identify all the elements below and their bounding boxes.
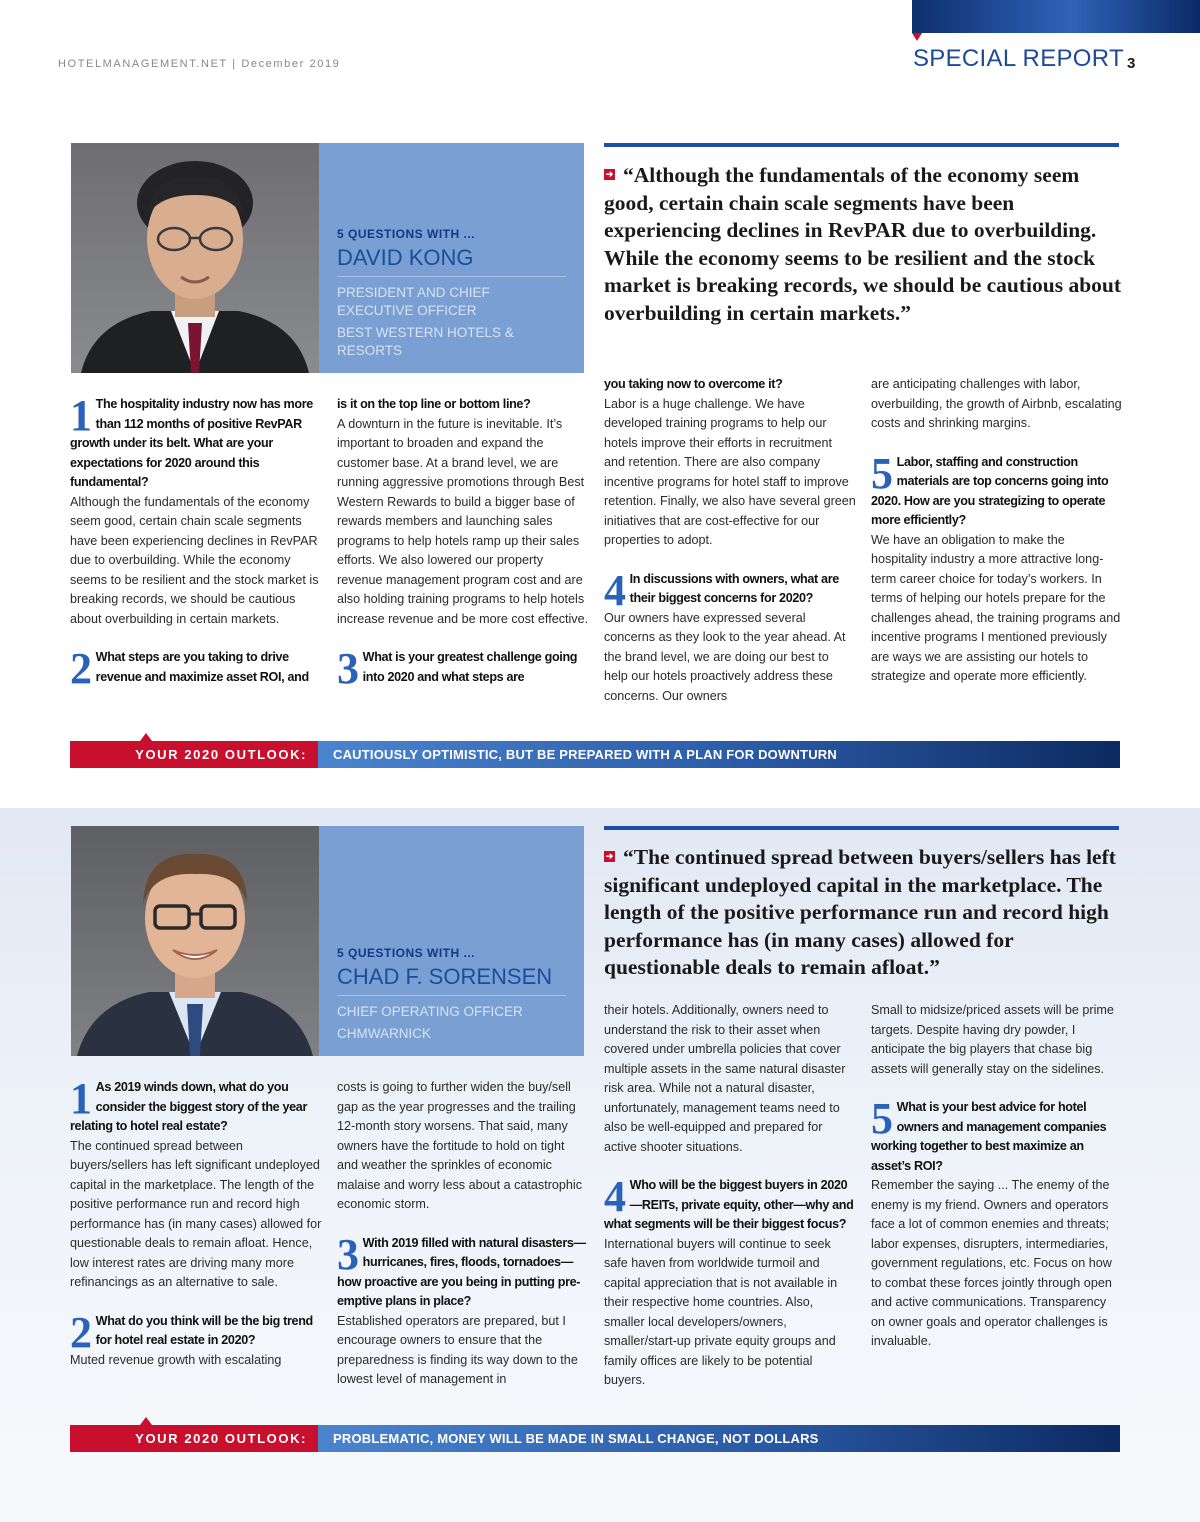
answer-text: We have an obligation to make the hospitality industry a more attractive long-term career choice for today’s workers. In terms of helping our hotels prepare for the challenges ahead, the training programs and incentive programs I mentioned previously are ways we are assisting our hotels to strategize and operate more efficiently. — [871, 532, 1121, 683]
pull-quote — [604, 162, 1124, 327]
question-text: Who will be the biggest buyers in 2020—REITs, private equity, other—why and what segments will be their biggest focus? — [604, 1178, 854, 1231]
answer-text: Established operators are prepared, but I encourage owners to ensure that the preparedness is finding its way down to the lowest level of management in — [337, 1313, 578, 1386]
interviewee-company: CHMWARNICK — [337, 1026, 431, 1041]
arrow-icon: ➔ — [605, 168, 614, 179]
answer-text: costs is going to further widen the buy/sell gap as the year progresses and the trailing 12-month story worsens. That said, many owners have the fortitude to hold on tight and weather the sprinkles of economic malaise and worry less about a catastrophic economic storm. — [337, 1080, 583, 1211]
pull-quote-text: “The continued spread between buyers/sellers has left significant undeployed capital in the marketplace. The length of the positive performance run and record high performance has (in many cases) allowed for questionable deals to remain afloat.” — [604, 845, 1116, 979]
question-number: 5 — [871, 1094, 893, 1143]
interviewee-name: DAVID KONG — [337, 245, 566, 277]
answer-text: Remember the saying ... The enemy of the enemy is my friend. Owners and operators face a lot of common enemies and threats; labor expenses, disrupters, intermediaries, government regulations, etc. Focus on how to combat these forces jointly through open and active communications. Transparency on owner goals and operator challenges is invaluable. — [871, 1178, 1112, 1348]
question-number: 3 — [337, 1229, 359, 1279]
sorensen-outlook-banner — [70, 1425, 1120, 1452]
kong-column-1 — [70, 391, 322, 693]
kong-photo — [71, 143, 319, 373]
five-questions-label: 5 QUESTIONS WITH ... — [337, 227, 476, 241]
sorensen-column-1 — [70, 1074, 322, 1370]
question-text: you taking now to overcome it? — [604, 377, 783, 391]
answer-text: Our owners have expressed several concerns as they look to the year ahead. At the brand level, we are doing our best to help our hotels proactively address these concerns. Our owners — [604, 610, 846, 703]
quote-rule — [604, 143, 1119, 147]
interviewee-title: CHIEF OPERATING OFFICER — [337, 1004, 523, 1019]
question-text: What steps are you taking to drive revenue and maximize asset ROI, and — [95, 650, 309, 684]
interviewee-company: BEST WESTERN HOTELS & RESORTS — [337, 325, 514, 358]
answer-text: are anticipating challenges with labor, overbuilding, the growth of Airbnb, escalating costs and shrinking margins. — [871, 377, 1122, 430]
page-number: 3 — [1127, 55, 1136, 72]
answer-text: Labor is a huge challenge. We have developed training programs to help our hotels improve their efforts in recruitment and retention. There are also company incentive programs for hotel staff to improve retention. Finally, we also have several green initiatives that are cost-effective for our properties to adopt. — [604, 396, 856, 547]
arrow-icon: ➔ — [605, 850, 614, 861]
interviewee-title: PRESIDENT AND CHIEF EXECUTIVE OFFICER — [337, 285, 490, 318]
question-text: What do you think will be the big trend for hotel real estate in 2020? — [95, 1313, 313, 1347]
quote-rule — [604, 826, 1119, 830]
question-text: As 2019 winds down, what do you consider the biggest story of the year relating to hotel real estate? — [70, 1080, 307, 1133]
question-text: The hospitality industry now has more than 112 months of positive RevPAR growth under its belt. What are your expectations for 2020 around this fundamental? — [70, 397, 313, 489]
question-text: is it on the top line or bottom line? — [337, 397, 531, 411]
outlook-text: PROBLEMATIC, MONEY WILL BE MADE IN SMALL CHANGE, NOT DOLLARS — [318, 1425, 1120, 1452]
question-text: In discussions with owners, what are their biggest concerns for 2020? — [629, 571, 839, 605]
question-number: 1 — [70, 391, 92, 440]
answer-text: their hotels. Additionally, owners need to understand the risk to their asset when covered under umbrella policies that cover multiple assets in the same natural disaster risk area. While not a natural disaster, unfortunately, management teams need to also be well-equipped and prepared for active shooter situations. — [604, 1003, 846, 1154]
sorensen-column-4 — [871, 1001, 1123, 1352]
kong-outlook-banner — [70, 741, 1120, 768]
sorensen-photo — [71, 826, 319, 1056]
question-text: What is your greatest challenge going into 2020 and what steps are — [362, 650, 578, 684]
question-number: 4 — [604, 1172, 626, 1221]
question-number: 2 — [70, 1307, 92, 1357]
kong-column-2 — [337, 395, 589, 693]
answer-text: International buyers will continue to seek safe haven from worldwide turmoil and capital appreciation that is not available in their respective home countries. Also, smaller local developers/owners, smaller/start-up private equity groups and family offices are likely to be potential buyers. — [604, 1236, 838, 1387]
question-number: 5 — [871, 448, 893, 498]
answer-text: Small to midsize/priced assets will be prime targets. Despite having dry powder, I anticipate the big players that chase big assets will generally stay on the sidelines. — [871, 1003, 1114, 1076]
question-number: 1 — [70, 1074, 92, 1123]
pull-quote — [604, 844, 1124, 982]
header-color-bar — [912, 0, 1200, 33]
answer-text: A downturn in the future is inevitable. It’s important to broaden and expand the customer base. At a brand level, we are running aggressive promotions through Best Western Rewards to build a bigger base of rewards members and launching sales programs to help hotels ramp up their sales efforts. We also lowered our property revenue management program cost and are also holding training programs to help hotels increase revenue and be more cost effective. — [337, 416, 589, 626]
kong-column-3 — [604, 375, 856, 706]
outlook-notch — [140, 1417, 152, 1425]
pull-quote-text: “Although the fundamentals of the economy seem good, certain chain scale segments have been experiencing declines in RevPAR due to overbuilding. While the economy seems to be resilient and the stock market is breaking records, we should be cautious about overbuilding in certain markets.” — [604, 163, 1122, 325]
header-red-notch — [912, 33, 922, 41]
question-number: 3 — [337, 644, 359, 693]
question-number: 4 — [604, 565, 626, 615]
question-text: What is your best advice for hotel owners and management companies working together to best maximize an asset’s ROI? — [871, 1100, 1107, 1173]
outlook-label: YOUR 2020 OUTLOOK: — [70, 741, 318, 768]
answer-text: Although the fundamentals of the economy seem good, certain chain scale segments have been experiencing declines in RevPAR due to overbuilding. While the economy seems to be resilient and the stock market is breaking records, we should be cautious about overbuilding in certain markets. — [70, 494, 319, 626]
question-text: Labor, staffing and construction materials are top concerns going into 2020. How are you strategizing to operate more efficiently? — [871, 454, 1109, 527]
sorensen-profile-panel — [319, 826, 584, 1056]
answer-text: Muted revenue growth with escalating — [70, 1352, 282, 1367]
five-questions-label: 5 QUESTIONS WITH ... — [337, 946, 476, 960]
outlook-label: YOUR 2020 OUTLOOK: — [70, 1425, 318, 1452]
kong-profile-panel — [319, 143, 584, 373]
outlook-notch — [140, 733, 152, 741]
sorensen-column-3 — [604, 1001, 856, 1391]
masthead: HOTELMANAGEMENT.NET | December 2019 — [58, 58, 341, 70]
section-title: SPECIAL REPORT — [913, 45, 1124, 72]
question-number: 2 — [70, 644, 92, 693]
outlook-text: CAUTIOUSLY OPTIMISTIC, BUT BE PREPARED WITH A PLAN FOR DOWNTURN — [318, 741, 1120, 768]
answer-text: The continued spread between buyers/sellers has left significant undeployed capital in the marketplace. The length of the positive performance run and record high performance has (in many cases) allowed for questionable deals to remain afloat. Hence, low interest rates are driving many more refinancings as an alternative to sale. — [70, 1138, 322, 1289]
question-text: With 2019 filled with natural disasters—hurricanes, fires, floods, tornadoes—how proactive are you being in putting pre-emptive plans in place? — [337, 1235, 586, 1308]
kong-column-4 — [871, 375, 1123, 687]
sorensen-column-2 — [337, 1078, 589, 1390]
interviewee-name: CHAD F. SORENSEN — [337, 964, 566, 996]
